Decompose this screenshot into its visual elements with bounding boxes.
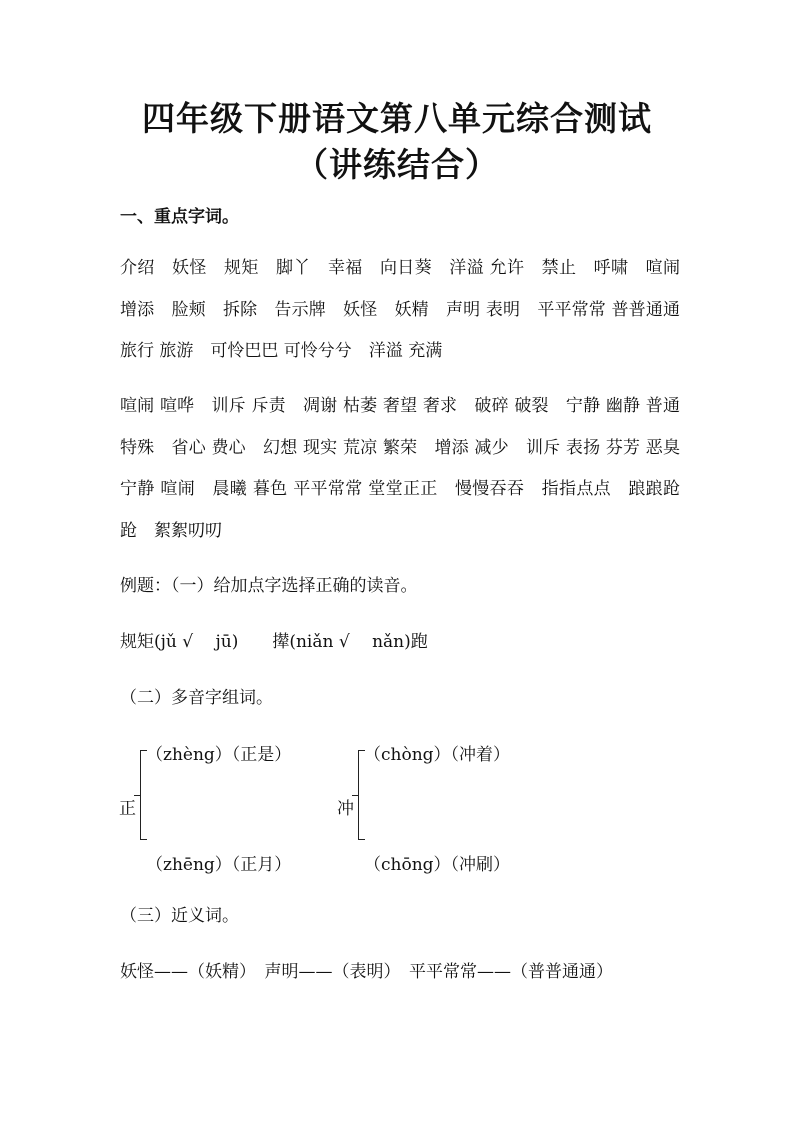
- polyphone-reading-top: （zhèng）（正是）: [146, 745, 292, 765]
- word-list-1: 介绍 妖怪 规矩 脚丫 幸福 向日葵 洋溢 允许 禁止 呼啸 喧闹 增添 脸颊 拆除 告示牌 妖怪 妖精 声明 表明 平平常常 普普通通 旅行 旅游 可怜巴巴 可怜兮兮 洋溢 充满: [120, 258, 697, 361]
- example-pronunciation: 规矩(jǔ √ jū) 撵(niǎn √ nǎn)跑: [120, 632, 428, 652]
- polyphone-char: 冲: [337, 799, 354, 819]
- polyphone-reading-bottom: （zhēng）（正月）: [146, 855, 292, 875]
- page-title: 四年级下册语文第八单元综合测试（讲练结合）: [142, 99, 652, 184]
- polyphone-subheading: （二）多音字组词。: [120, 688, 273, 708]
- synonym-list: 妖怪——（妖精） 声明——（表明） 平平常常——（普普通通）: [120, 962, 613, 982]
- synonym-subheading: （三）近义词。: [120, 906, 239, 926]
- example-intro: 例题：（一）给加点字选择正确的读音。: [120, 576, 418, 596]
- polyphone-char: 正: [119, 799, 136, 819]
- polyphone-reading-bottom: （chōng）（冲刷）: [364, 855, 511, 875]
- word-list-2: 喧闹 喧哗 训斥 斥责 凋谢 枯萎 奢望 奢求 破碎 破裂 宁静 幽静 普通 特殊 省心 费心 幻想 现实 荒凉 繁荣 增添 减少 训斥 表扬 芬芳 恶臭 宁静 喧闹 晨曦 暮色 平平常常 堂堂正正 慢慢吞吞 指指点点 踉踉跄跄 絮絮叨叨: [120, 396, 697, 541]
- section-heading-key-words: 一、重点字词。: [120, 207, 239, 227]
- polyphone-reading-top: （chòng）（冲着）: [364, 745, 511, 765]
